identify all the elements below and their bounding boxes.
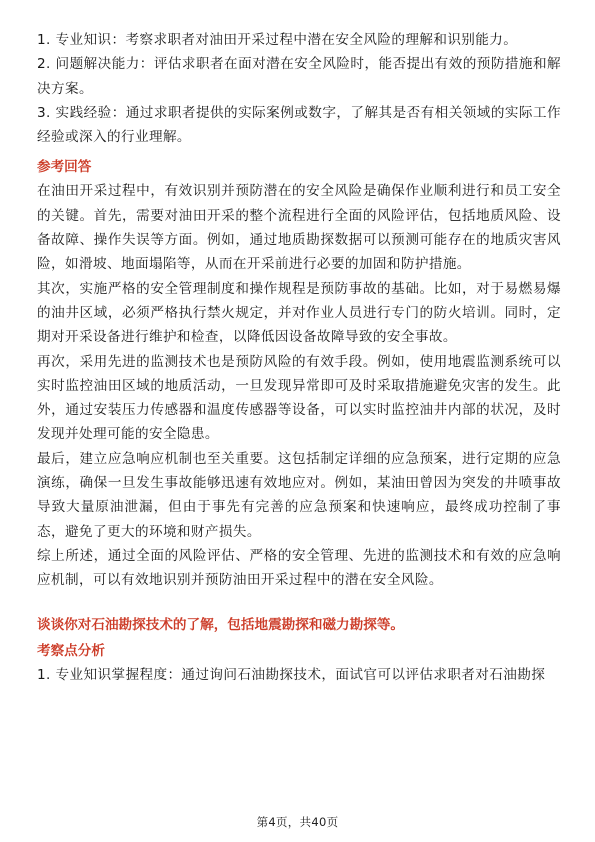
answer-paragraph-3: 再次，采用先进的监测技术也是预防风险的有效手段。例如，使用地震监测系统可以实时监控油田区域的地质活动，一旦发现异常即可及时采取措施避免灾害的发生。此外，通过安装压力传感器和温度传感器等设备，可以实时监控油井内部的状况，及时发现并处理可能的安全隐患。 bbox=[37, 353, 561, 443]
analysis-point-1: 1. 专业知识掌握程度：通过询问石油勘探技术，面试官可以评估求职者对石油勘探 bbox=[37, 666, 546, 683]
answer-paragraph-4: 最后，建立应急响应机制也至关重要。这包括制定详细的应急预案，进行定期的应急演练，确保一旦发生事故能够迅速有效地应对。例如，某油田曾因为突发的井喷事故导致大量原油泄漏，但由于事先有完善的应急预案和快速响应，最终成功控制了事态，避免了更大的环境和财产损失。 bbox=[37, 450, 561, 540]
answer-heading: 参考回答 bbox=[37, 159, 92, 176]
intro-point-1: 1. 专业知识：考察求职者对油田开采过程中潜在安全风险的理解和识别能力。 bbox=[37, 32, 518, 48]
intro-point-2: 2. 问题解决能力：评估求职者在面对潜在安全风险时，能否提出有效的预防措施和解决方案。 bbox=[37, 56, 561, 97]
page-content bbox=[37, 28, 561, 687]
answer-paragraph-5: 综上所述，通过全面的风险评估、严格的安全管理、先进的监测技术和有效的应急响应机制，可以有效地识别并预防油田开采过程中的潜在安全风险。 bbox=[37, 547, 561, 589]
page-footer: 第4页，共40页 bbox=[256, 815, 339, 829]
answer-paragraph-2: 其次，实施严格的安全管理制度和操作规程是预防事故的基础。比如，对于易燃易爆的油井区域，必须严格执行禁火规定，并对作业人员进行专门的防火培训。同时，定期对开采设备进行维护和检查，以降低因设备故障导致的安全事故。 bbox=[37, 280, 561, 346]
next-question: 谈谈你对石油勘探技术的了解，包括地震勘探和磁力勘探等。 bbox=[37, 616, 405, 633]
analysis-heading: 考察点分析 bbox=[37, 642, 105, 659]
intro-point-3: 3. 实践经验：通过求职者提供的实际案例或数字，了解其是否有相关领域的实际工作经验或深入的行业理解。 bbox=[37, 104, 561, 146]
answer-paragraph-1: 在油田开采过程中，有效识别并预防潜在的安全风险是确保作业顺利进行和员工安全的关键。首先，需要对油田开采的整个流程进行全面的风险评估，包括地质风险、设备故障、操作失误等方面。例如，通过地质勘探数据可以预测可能存在的地质灾害风险，如滑坡、地面塌陷等，从而在开采前进行必要的加固和防护措施。 bbox=[37, 183, 561, 273]
